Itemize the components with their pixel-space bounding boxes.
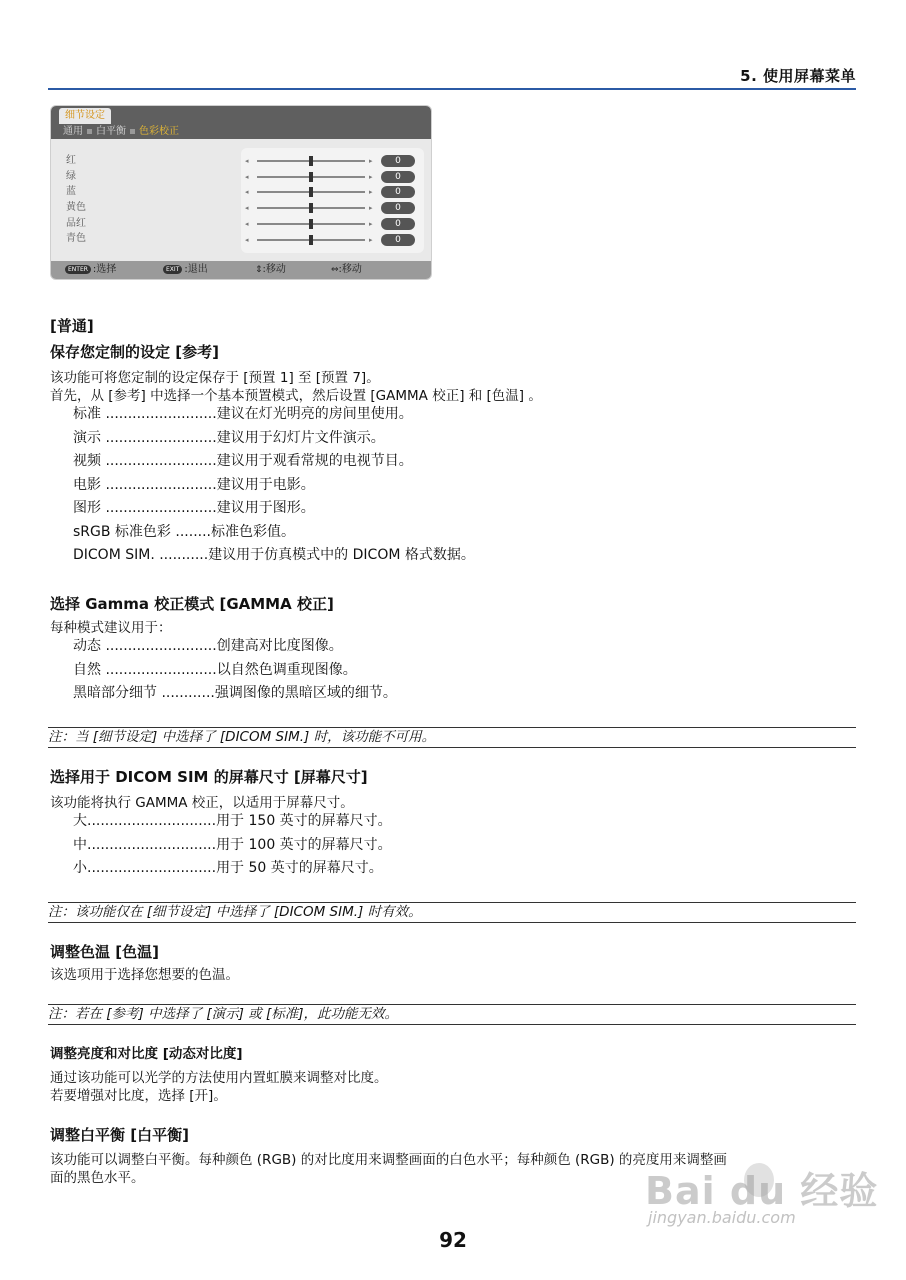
osd-crumb-white-balance: 白平衡 (96, 126, 126, 137)
item-label: 动态 (73, 638, 101, 654)
item-description: 建议用于观看常规的电视节目。 (216, 453, 413, 469)
item-label: 标准 (73, 406, 101, 422)
item-description: 建议用于图形。 (216, 500, 315, 516)
page-number: 92 (439, 1228, 467, 1252)
slider-thumb[interactable] (309, 187, 313, 197)
screen-size-item (73, 836, 392, 854)
item-label: 自然 (73, 661, 101, 678)
osd-slider-row[interactable] (245, 171, 417, 183)
baidu-watermark-logo: Bai du 经验 (645, 1169, 879, 1213)
header-divider (48, 88, 856, 90)
white-balance-heading: 调整白平衡 [白平衡] (50, 1126, 189, 1144)
left-arrow-icon[interactable]: ◂ (245, 157, 249, 165)
white-balance-line2: 面的黑色水平。 (50, 1170, 145, 1186)
osd-crumb-general: 通用 (63, 126, 83, 137)
left-arrow-icon[interactable]: ◂ (245, 235, 249, 244)
leftright-arrow-icon: ⇔ (331, 265, 339, 275)
slider-value-badge: 0 (381, 202, 415, 214)
slider-value-badge: 0 (381, 234, 415, 246)
slider-thumb[interactable] (309, 156, 313, 166)
osd-slider-row[interactable] (245, 202, 417, 214)
item-leader-dots: ......................... (101, 476, 217, 493)
osd-label-green: 绿 (66, 170, 76, 182)
left-arrow-icon[interactable]: ◂ (245, 188, 249, 197)
item-label: 演示 (73, 429, 101, 446)
osd-label-cyan: 青色 (66, 233, 86, 245)
reference-item (73, 546, 475, 564)
slider-thumb[interactable] (309, 219, 313, 229)
gamma-note: 注：当 [细节设定] 中选择了 [DICOM SIM.] 时，该功能不可用。 (48, 727, 856, 748)
item-description: 以自然色调重现图像。 (216, 661, 357, 678)
screen-size-intro: 该功能将执行 GAMMA 校正，以适用于屏幕尺寸。 (50, 795, 354, 811)
reference-item (73, 476, 315, 494)
osd-footer-select: ENTER :选择 (65, 261, 116, 279)
item-description: 标准色彩值。 (211, 523, 295, 540)
right-arrow-icon[interactable]: ▸ (369, 204, 373, 213)
enter-key-icon: ENTER (65, 265, 91, 274)
updown-arrow-icon: ⇕ (255, 265, 263, 275)
crumb-separator-icon (87, 129, 92, 134)
osd-menu-screenshot (50, 105, 432, 280)
reference-line2: 首先，从 [参考] 中选择一个基本预置模式，然后设置 [GAMMA 校正] 和 [色温] 。 (50, 388, 542, 404)
item-label: 视频 (73, 453, 101, 469)
item-description: 建议用于幻灯片文件演示。 (216, 429, 385, 446)
osd-label-yellow: 黄色 (66, 202, 86, 214)
color-temp-line1: 该选项用于选择您想要的色温。 (50, 967, 239, 983)
item-leader-dots: ......................... (101, 429, 217, 446)
item-description: 建议用于仿真模式中的 DICOM 格式数据。 (208, 547, 475, 563)
item-label: sRGB 标准色彩 (73, 523, 171, 540)
gamma-intro: 每种模式建议用于： (50, 620, 172, 636)
reference-item (73, 405, 413, 423)
slider-value-badge: 0 (381, 171, 415, 183)
screen-size-item (73, 812, 392, 830)
osd-labels (66, 153, 86, 247)
osd-crumb-color-correction: 色彩校正 (139, 126, 179, 137)
color-temp-note: 注：若在 [参考] 中选择了 [演示] 或 [标准]，此功能无效。 (48, 1004, 856, 1025)
reference-heading: 保存您定制的设定 [参考] (50, 343, 219, 361)
item-leader-dots: ......................... (101, 406, 217, 422)
item-leader-dots: ........... (154, 547, 209, 563)
item-label: 图形 (73, 500, 101, 516)
section-heading-normal: [普通] (50, 317, 94, 335)
osd-breadcrumb (63, 124, 179, 139)
dynamic-contrast-heading: 调整亮度和对比度 [动态对比度] (50, 1046, 243, 1062)
baidu-watermark-url: jingyan.baidu.com (648, 1208, 796, 1227)
screen-size-item (73, 859, 383, 877)
right-arrow-icon[interactable]: ▸ (369, 235, 373, 244)
reference-line1: 该功能可将您定制的设定保存于 [预置 1] 至 [预置 7]。 (50, 370, 380, 386)
left-arrow-icon[interactable]: ◂ (245, 204, 249, 213)
item-description: 强调图像的黑暗区域的细节。 (214, 685, 397, 701)
osd-tab-detail-settings: 细节设定 (59, 108, 111, 124)
osd-slider-row[interactable] (245, 186, 417, 198)
item-label: 黑暗部分细节 (73, 685, 157, 701)
slider-value-badge: 0 (381, 155, 415, 167)
osd-footer (51, 261, 431, 279)
white-balance-line1: 该功能可以调整白平衡。每种颜色 (RGB) 的对比度用来调整画面的白色水平；每种颜色 (RGB) 的亮度用来调整画 (50, 1152, 727, 1168)
left-arrow-icon[interactable]: ◂ (245, 219, 249, 228)
item-leader-dots: ............ (157, 685, 215, 701)
reference-item (73, 499, 315, 517)
item-description: 建议在灯光明亮的房间里使用。 (216, 406, 413, 422)
item-leader-dots: ......................... (101, 453, 217, 469)
screen-size-note: 注：该功能仅在 [细节设定] 中选择了 [DICOM SIM.] 时有效。 (48, 902, 856, 923)
slider-thumb[interactable] (309, 235, 313, 245)
slider-thumb[interactable] (309, 203, 313, 213)
item-leader-dots: ............................. (87, 836, 217, 853)
item-label: 小 (73, 860, 87, 876)
osd-footer-move-horizontal: ⇔:移动 (331, 264, 362, 275)
osd-slider-row[interactable] (245, 218, 417, 230)
reference-item (73, 523, 295, 541)
gamma-heading: 选择 Gamma 校正模式 [GAMMA 校正] (50, 595, 334, 613)
right-arrow-icon[interactable]: ▸ (369, 219, 373, 228)
osd-label-blue: 蓝 (66, 186, 76, 198)
crumb-separator-icon (130, 129, 135, 134)
item-description: 用于 150 英寸的屏幕尺寸。 (216, 813, 392, 829)
gamma-item (73, 661, 357, 679)
osd-label-magenta: 品红 (66, 217, 86, 229)
slider-value-badge: 0 (381, 218, 415, 230)
color-temp-heading: 调整色温 [色温] (50, 943, 159, 961)
reference-item (73, 429, 385, 447)
item-leader-dots: ......................... (101, 661, 217, 678)
item-description: 用于 50 英寸的屏幕尺寸。 (216, 860, 383, 876)
osd-label-red: 红 (66, 155, 76, 166)
item-label: 电影 (73, 476, 101, 493)
item-leader-dots: ............................. (87, 813, 217, 829)
right-arrow-icon[interactable]: ▸ (369, 172, 373, 181)
page-header-title: 5. 使用屏幕菜单 (740, 67, 856, 85)
right-arrow-icon[interactable]: ▸ (369, 157, 373, 165)
osd-slider-row[interactable] (245, 234, 417, 246)
slider-thumb[interactable] (309, 172, 313, 182)
dynamic-contrast-line2: 若要增强对比度，选择 [开]。 (50, 1088, 227, 1104)
slider-value-badge: 0 (381, 186, 415, 198)
right-arrow-icon[interactable]: ▸ (369, 188, 373, 197)
item-leader-dots: ......................... (101, 638, 217, 654)
screen-size-heading: 选择用于 DICOM SIM 的屏幕尺寸 [屏幕尺寸] (50, 768, 368, 786)
left-arrow-icon[interactable]: ◂ (245, 172, 249, 181)
item-description: 用于 100 英寸的屏幕尺寸。 (216, 836, 392, 853)
reference-item (73, 452, 413, 470)
osd-footer-move-vertical: ⇕:移动 (255, 264, 286, 275)
exit-key-icon: EXIT (163, 265, 182, 274)
item-leader-dots: ............................. (87, 860, 217, 876)
item-description: 建议用于电影。 (216, 476, 315, 493)
osd-slider-row[interactable] (245, 155, 417, 167)
item-label: 大 (73, 813, 87, 829)
gamma-item (73, 637, 343, 655)
item-leader-dots: ......................... (101, 500, 217, 516)
item-label: 中 (73, 836, 87, 853)
item-description: 创建高对比度图像。 (216, 638, 343, 654)
item-label: DICOM SIM. (73, 547, 155, 563)
dynamic-contrast-line1: 通过该功能可以光学的方法使用内置虹膜来调整对比度。 (50, 1070, 388, 1086)
osd-footer-exit: EXIT :退出 (163, 261, 208, 279)
gamma-item (73, 684, 397, 702)
item-leader-dots: ........ (170, 523, 211, 540)
